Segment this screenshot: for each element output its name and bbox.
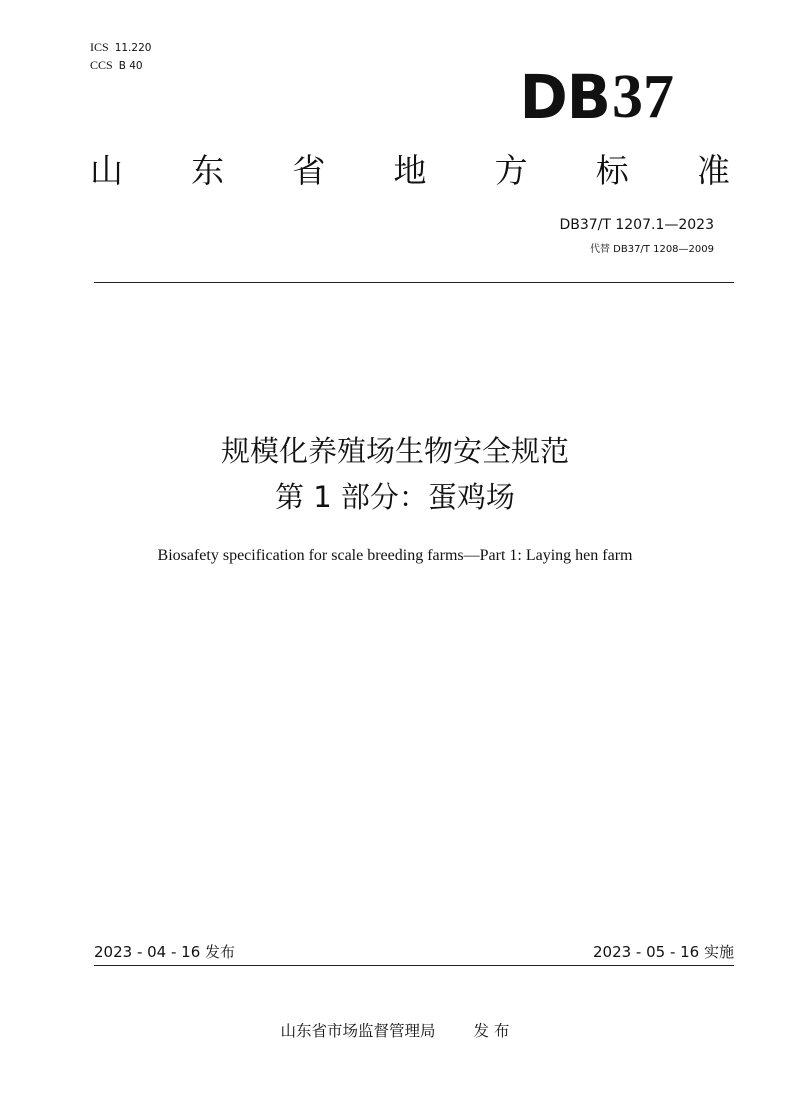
- title-chinese-line2: 第 1 部分：蛋鸡场: [275, 480, 515, 514]
- effective-date: 2023 - 05 - 16 实施: [592, 943, 734, 961]
- ics-label: ICS: [90, 40, 109, 54]
- ccs-value: B 40: [118, 60, 143, 72]
- ics-line: [90, 40, 151, 55]
- issuer-action: 发 布: [473, 1022, 510, 1040]
- standard-type-char: 方: [494, 151, 528, 190]
- standard-type-char: 地: [393, 151, 427, 190]
- ccs-line: [90, 58, 143, 73]
- title-english: Biosafety specification for scale breeding farms—Part 1: Laying hen farm: [157, 547, 633, 564]
- replaces-standard: 代替 DB37/T 1208—2009: [589, 244, 714, 255]
- standard-type-char: 省: [292, 151, 326, 190]
- logo-prefix: DB: [519, 61, 610, 133]
- title-chinese-line1: 规模化养殖场生物安全规范: [220, 434, 569, 468]
- standard-number: DB37/T 1207.1—2023: [559, 217, 714, 233]
- footer-divider: [94, 965, 734, 966]
- db37-logo: [519, 61, 674, 133]
- standard-type-char: 山: [90, 151, 123, 190]
- issuer-name: 山东省市场监督管理局: [280, 1022, 436, 1040]
- standard-type-char: 准: [696, 151, 730, 190]
- standard-type-char: 标: [595, 151, 629, 190]
- logo-number: 37: [612, 63, 674, 131]
- header-divider: [94, 282, 734, 283]
- ccs-label: CCS: [90, 58, 113, 72]
- ics-value: 11.220: [114, 42, 152, 54]
- standard-type-char: 东: [191, 151, 225, 190]
- issue-date: 2023 - 04 - 16 发布: [94, 943, 236, 961]
- issuer-line: [0, 1020, 790, 1042]
- standard-type-heading: [90, 152, 730, 190]
